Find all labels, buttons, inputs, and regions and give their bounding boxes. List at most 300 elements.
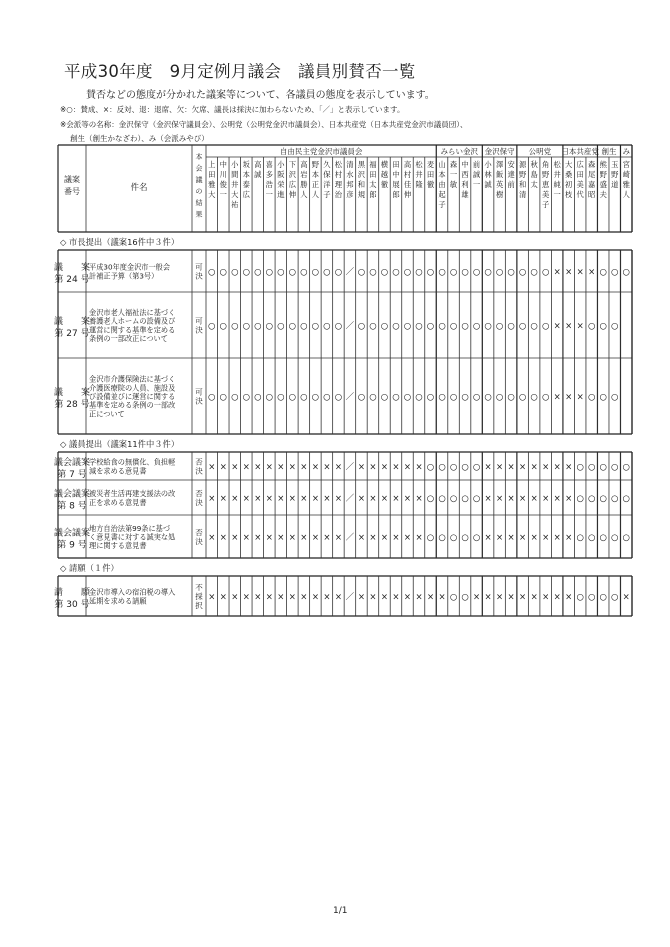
vote-mark: ×: [542, 462, 550, 473]
member-name: 麦: [426, 160, 435, 169]
member-name: 福: [369, 160, 377, 169]
vote-mark: ○: [576, 592, 584, 603]
member-name: 松: [334, 160, 343, 169]
vote-mark: ○: [530, 392, 538, 403]
page-description: 賛否などの態度が分かれた議案等について、各議員の態度を表示しています。: [86, 90, 435, 101]
member-name: 誠: [484, 180, 492, 189]
member-name: 英: [495, 180, 504, 189]
vote-mark: ○: [495, 392, 504, 403]
bill-name: 金沢市介護保険法に基づく: [89, 374, 176, 384]
bill-number: 議 案: [53, 263, 91, 273]
bill-result: 決: [195, 498, 203, 507]
member-name: 黒: [357, 160, 366, 169]
bill-number: 議会議案: [53, 458, 91, 468]
member-name: 小: [231, 160, 239, 169]
vote-mark: ○: [622, 462, 630, 473]
vote-mark: ○: [265, 267, 274, 278]
vote-mark: ×: [254, 494, 262, 504]
vote-mark: ×: [530, 592, 538, 603]
vote-mark: ○: [599, 592, 607, 603]
vote-mark: ×: [219, 494, 227, 504]
member-name: 人: [311, 190, 320, 199]
vote-mark: ×: [265, 462, 273, 473]
vote-mark: ×: [542, 592, 550, 603]
bill-number: 第 7 号: [57, 470, 87, 480]
member-name: 利: [461, 180, 469, 189]
vote-mark: ○: [611, 321, 619, 332]
vote-mark: ×: [553, 267, 561, 278]
bill-number: 議会議案: [53, 528, 91, 539]
vote-mark: ×: [392, 494, 400, 504]
vote-mark: ×: [277, 494, 285, 504]
member-name: 俊: [219, 180, 227, 189]
member-name: 田: [208, 170, 216, 179]
vote-mark: ○: [599, 494, 607, 504]
member-name: 田: [576, 170, 584, 179]
member-name: 伸: [403, 190, 412, 199]
vote-mark: ×: [254, 592, 262, 603]
member-name: 喜: [265, 160, 273, 169]
vote-mark: ○: [357, 267, 366, 278]
vote-mark: ○: [242, 321, 251, 332]
vote-mark: ×: [300, 592, 308, 603]
vote-mark: ○: [426, 321, 435, 332]
member-name: 上: [208, 160, 216, 169]
bill-result: 可: [195, 316, 203, 326]
vote-mark: ×: [519, 462, 527, 473]
vote-mark: ○: [426, 462, 435, 473]
bill-number: 第 28 号: [54, 400, 90, 410]
vote-mark: ○: [599, 267, 607, 278]
vote-mark: ○: [576, 494, 584, 504]
vote-mark: ×: [484, 494, 492, 504]
member-name: 由: [438, 180, 446, 189]
member-name: 展: [392, 180, 400, 189]
vote-mark: ×: [553, 533, 561, 543]
bill-name: 正について: [89, 409, 125, 419]
vote-mark: ○: [449, 533, 458, 543]
member-name: 本: [242, 170, 250, 179]
vote-mark: ×: [277, 592, 285, 603]
vote-mark: ○: [438, 533, 446, 543]
bill-number: 第 24 号: [54, 275, 90, 285]
vote-mark: ○: [484, 392, 492, 403]
member-name: 横: [380, 160, 389, 169]
member-name: 熊: [599, 160, 607, 169]
vote-mark: ○: [587, 592, 596, 603]
vote-mark: ×: [369, 533, 377, 543]
bill-result: 択: [195, 601, 203, 610]
vote-mark: ○: [507, 392, 515, 403]
vote-mark: ×: [553, 392, 561, 403]
vote-mark: ×: [231, 592, 239, 603]
vote-mark: ×: [334, 533, 342, 543]
bill-name: び設備並びに運営に関する: [89, 392, 176, 401]
vote-mark: ／: [345, 494, 355, 504]
vote-mark: ×: [530, 462, 538, 473]
member-name: 広: [288, 180, 296, 189]
page-number: 1/1: [333, 906, 348, 916]
bill-name: 平成30年度金沢市一般会: [89, 262, 171, 272]
vote-mark: ○: [277, 267, 285, 278]
vote-mark: ×: [403, 494, 412, 504]
member-name: 松: [415, 160, 423, 169]
bill-number: 第 8 号: [57, 501, 87, 512]
bill-name: 養護老人ホームの設備及び: [89, 316, 176, 326]
member-name: 玉: [611, 160, 619, 169]
member-name: 雄: [461, 190, 469, 199]
member-name: 大: [208, 190, 216, 199]
vote-mark: ×: [323, 462, 331, 473]
vote-mark: ×: [208, 592, 216, 603]
member-name: 嘉: [588, 180, 596, 189]
member-name: 田: [369, 170, 377, 179]
bill-result: 決: [195, 396, 203, 406]
vote-mark: ○: [461, 533, 469, 543]
bill-name: 学校給食の無償化、負担軽: [89, 457, 176, 467]
member-name: 宮: [622, 160, 630, 169]
vote-mark: ×: [392, 462, 400, 473]
member-name: 小: [277, 160, 285, 169]
member-name: 和: [518, 180, 527, 189]
vote-mark: ○: [599, 462, 607, 473]
vote-mark: ×: [496, 592, 504, 603]
member-name: 一: [449, 170, 458, 179]
member-name: 祐: [231, 200, 239, 209]
member-name: 一: [265, 190, 273, 199]
vote-mark: ×: [311, 533, 319, 543]
vote-mark: ○: [438, 462, 446, 473]
vote-mark: ×: [288, 592, 296, 603]
result-header: 本: [195, 153, 203, 161]
vote-mark: ○: [323, 392, 331, 403]
vote-mark: ○: [461, 494, 469, 504]
member-name: 源: [518, 160, 527, 169]
bill-result: 可: [195, 262, 203, 272]
member-name: 田: [392, 160, 400, 169]
member-name: 伸: [288, 190, 296, 199]
vote-mark: ×: [265, 592, 273, 603]
vote-mark: ×: [208, 462, 216, 473]
member-name: 澤: [495, 160, 504, 169]
vote-mark: ○: [449, 321, 458, 332]
group-name: 金沢保守: [484, 147, 515, 156]
vote-mark: ×: [415, 533, 423, 543]
result-header: 議: [195, 176, 203, 184]
member-name: 子: [542, 200, 550, 209]
vote-mark: ○: [518, 267, 527, 278]
vote-mark: ○: [311, 267, 320, 278]
vote-mark: ○: [472, 462, 481, 473]
member-name: 郎: [392, 190, 400, 199]
member-name: 小: [484, 160, 492, 169]
member-name: 野: [518, 170, 527, 179]
vote-mark: ／: [345, 462, 355, 473]
vote-mark: ×: [496, 494, 504, 504]
vote-mark: ○: [392, 321, 400, 332]
vote-mark: ×: [542, 533, 550, 543]
member-name: 阪: [277, 170, 285, 179]
vote-mark: ○: [403, 267, 412, 278]
group-name: 公明党: [528, 147, 552, 156]
vote-mark: ○: [334, 267, 343, 278]
vote-mark: ×: [242, 462, 250, 473]
vote-mark: ×: [565, 533, 573, 543]
vote-mark: ○: [403, 392, 412, 403]
member-name: 井: [553, 170, 561, 179]
vote-mark: ×: [565, 267, 573, 278]
vote-mark: ○: [507, 321, 515, 332]
member-name: 野: [611, 170, 619, 179]
vote-mark: ○: [472, 321, 481, 332]
member-name: 徹: [380, 180, 389, 189]
vote-mark: ○: [472, 533, 481, 543]
member-name: 森: [449, 160, 458, 169]
vote-mark: ×: [380, 462, 389, 473]
member-name: 一: [472, 180, 481, 189]
member-name: 代: [576, 190, 584, 199]
vote-mark: ○: [484, 321, 492, 332]
vote-mark: ○: [587, 494, 596, 504]
vote-mark: ○: [587, 533, 596, 543]
vote-mark: ○: [461, 392, 469, 403]
vote-mark: ○: [208, 392, 216, 403]
vote-mark: ○: [415, 392, 423, 403]
vote-mark: ○: [449, 267, 458, 278]
member-name: 浩: [265, 180, 273, 189]
vote-mark: ○: [426, 267, 435, 278]
vote-mark: ○: [208, 267, 216, 278]
member-name: 多: [265, 170, 273, 179]
vote-mark: ×: [530, 533, 538, 543]
vote-mark: ×: [553, 462, 561, 473]
vote-mark: ○: [277, 321, 285, 332]
vote-mark: ×: [588, 267, 596, 278]
member-name: 道: [611, 180, 619, 189]
member-name: 森: [588, 160, 596, 169]
member-name: 野: [599, 170, 607, 179]
vote-mark: ×: [426, 592, 435, 603]
bill-number-header: 番号: [64, 187, 80, 196]
vote-mark: ×: [357, 462, 365, 473]
member-name: 進: [277, 190, 285, 199]
member-name: 人: [622, 190, 630, 199]
vote-mark: ○: [357, 392, 366, 403]
vote-mark: ×: [311, 462, 319, 473]
member-name: 雅: [208, 180, 216, 189]
bill-name: 金沢市老人福祉法に基づく: [89, 307, 176, 317]
vote-mark: ×: [300, 494, 308, 504]
vote-mark: ○: [599, 321, 607, 332]
vote-mark: ○: [576, 462, 584, 473]
vote-mark: ○: [599, 392, 607, 403]
vote-mark: ×: [576, 392, 584, 403]
vote-mark: ×: [265, 533, 273, 543]
member-name: 大: [231, 190, 239, 199]
bill-number: 議 案: [53, 388, 91, 398]
vote-mark: ○: [484, 267, 492, 278]
member-name: 隆: [415, 180, 423, 189]
member-name: 夫: [599, 190, 607, 199]
bill-name: 正を求める意見書: [89, 497, 147, 507]
bill-name: 条例の一部改正について: [89, 334, 168, 344]
member-name: 太: [530, 180, 538, 189]
vote-mark: ○: [288, 321, 297, 332]
vote-mark: ×: [311, 494, 319, 504]
vote-mark: ×: [334, 592, 342, 603]
member-name: 雅: [622, 180, 630, 189]
member-name: 栄: [277, 180, 285, 189]
member-name: 水: [346, 170, 354, 179]
member-name: 一: [553, 190, 561, 199]
vote-mark: ○: [461, 267, 469, 278]
vote-mark: ○: [392, 392, 400, 403]
vote-mark: ×: [231, 533, 239, 543]
vote-mark: ○: [277, 392, 285, 403]
result-header: 会: [195, 164, 203, 173]
bill-name: 金沢市導入の宿泊税の導入: [89, 587, 176, 597]
vote-mark: ×: [392, 592, 400, 603]
member-name: 村: [403, 170, 412, 179]
vote-mark: ×: [254, 462, 262, 473]
member-name: 本: [311, 170, 320, 179]
member-name: 越: [380, 170, 389, 179]
vote-mark: ×: [484, 592, 492, 603]
vote-mark: ○: [415, 267, 423, 278]
member-name: 山: [438, 160, 446, 169]
bill-name: 理に関する意見書: [89, 541, 147, 551]
vote-mark: ○: [300, 267, 308, 278]
bill-result: 可: [195, 387, 203, 397]
group-name: み: [622, 147, 630, 156]
member-name: 誠: [472, 170, 481, 179]
member-name: 林: [484, 170, 492, 179]
member-name: 村: [334, 170, 343, 179]
vote-mark: ○: [426, 392, 435, 403]
bill-number: 請 願: [53, 588, 91, 598]
member-name: 久: [323, 160, 331, 169]
vote-mark: ○: [369, 267, 377, 278]
member-name: 島: [530, 170, 538, 179]
bill-name: 減を求める意見書: [89, 466, 147, 476]
member-name: 松: [553, 160, 561, 169]
vote-mark: ×: [369, 462, 377, 473]
vote-mark: ×: [311, 592, 319, 603]
vote-mark: ○: [449, 392, 458, 403]
vote-mark: ○: [311, 392, 320, 403]
section-title: ◇ 議員提出（議案11件中３件）: [60, 439, 180, 449]
vote-mark: ×: [507, 462, 515, 473]
member-name: 樹: [495, 190, 504, 199]
member-name: 洋: [323, 180, 331, 189]
vote-mark: ○: [242, 392, 251, 403]
member-name: 昭: [588, 190, 596, 199]
vote-mark: ×: [403, 533, 412, 543]
vote-mark: ○: [254, 392, 262, 403]
vote-mark: ×: [392, 533, 400, 543]
vote-mark: ×: [438, 592, 446, 603]
vote-mark: ×: [380, 533, 389, 543]
vote-mark: ○: [357, 321, 366, 332]
vote-mark: ×: [323, 494, 331, 504]
member-name: 下: [288, 160, 296, 169]
bill-name: く意見書に対する誠実な処: [89, 532, 176, 542]
member-name: 起: [438, 190, 446, 199]
member-name: 安: [507, 160, 515, 169]
vote-mark: ○: [300, 392, 308, 403]
vote-mark: ○: [426, 494, 435, 504]
vote-mark: ○: [576, 533, 584, 543]
vote-mark: ○: [449, 494, 458, 504]
vote-mark: ○: [461, 462, 469, 473]
vote-mark: ×: [576, 267, 584, 278]
bill-name: 計補正予算（第3号）: [89, 271, 159, 281]
vote-mark: ○: [611, 392, 619, 403]
member-name: 西: [461, 170, 469, 179]
bill-name: 延期を求める請願: [89, 596, 147, 606]
member-name: 坂: [242, 160, 250, 169]
vote-mark: ／: [345, 592, 355, 603]
member-name: 川: [219, 170, 227, 179]
vote-mark: ○: [380, 321, 389, 332]
vote-mark: ×: [208, 494, 216, 504]
member-name: 崎: [622, 170, 630, 179]
bill-result: 決: [195, 537, 203, 546]
vote-mark: ○: [334, 392, 343, 403]
vote-mark: ×: [542, 494, 550, 504]
vote-mark: ×: [242, 494, 250, 504]
vote-mark: ○: [472, 494, 481, 504]
vote-mark: ×: [231, 494, 239, 504]
vote-mark: ○: [438, 392, 446, 403]
vote-mark: ○: [622, 533, 630, 543]
vote-mark: ○: [208, 321, 216, 332]
member-name: 広: [576, 160, 584, 169]
vote-mark: ○: [449, 462, 458, 473]
vote-mark: ×: [519, 494, 527, 504]
group-name: みらい金沢: [440, 147, 479, 156]
member-name: 郎: [369, 190, 377, 199]
member-name: 高: [254, 160, 262, 169]
vote-mark: ×: [622, 592, 630, 603]
bill-name: 地方自治法第99条に基づ: [89, 523, 171, 533]
vote-mark: ○: [495, 267, 504, 278]
vote-mark: ×: [380, 592, 389, 603]
member-name: 規: [357, 190, 366, 199]
bill-name-header: 件名: [130, 183, 148, 193]
vote-mark: ○: [369, 392, 377, 403]
bill-result: 決: [195, 271, 203, 281]
vote-mark: ×: [565, 321, 573, 332]
vote-mark: ○: [461, 321, 469, 332]
vote-mark: ○: [392, 267, 400, 278]
vote-mark: ×: [507, 533, 515, 543]
vote-mark: ○: [254, 267, 262, 278]
vote-mark: ○: [472, 267, 481, 278]
bill-result: 否: [195, 457, 203, 467]
member-name: 井: [231, 180, 239, 189]
member-name: 角: [542, 160, 550, 169]
bill-name: 介護医療院の人員、施設及: [89, 383, 176, 393]
bill-result: 不: [195, 583, 203, 592]
vote-mark: ○: [622, 267, 630, 278]
group-name: 自由民主党金沢市議員会: [279, 147, 363, 156]
vote-mark: ○: [518, 392, 527, 403]
vote-mark: ×: [277, 462, 285, 473]
vote-mark: ○: [611, 494, 619, 504]
vote-mark: ○: [415, 321, 423, 332]
member-name: 中: [392, 170, 400, 179]
